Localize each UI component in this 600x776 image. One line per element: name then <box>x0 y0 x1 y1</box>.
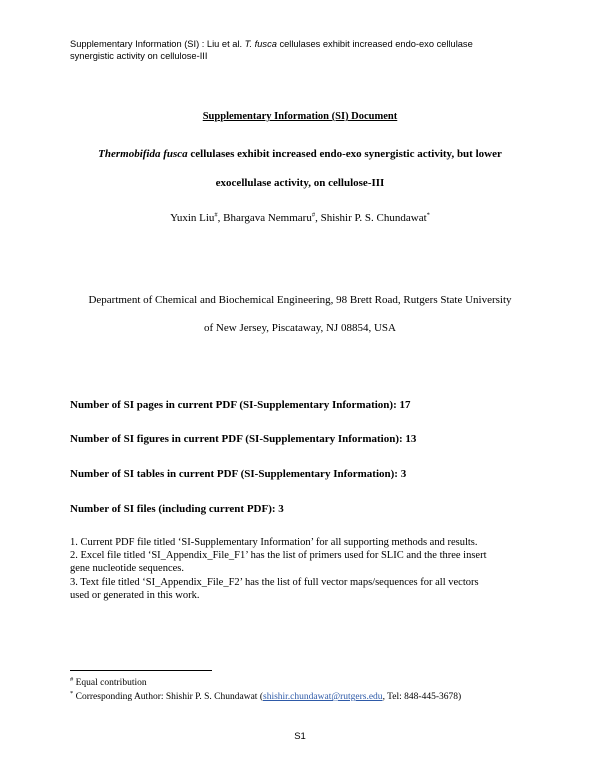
page-number: S1 <box>294 731 306 742</box>
file-list-item-cont: used or generated in this work. <box>70 590 200 601</box>
running-header-line1 <box>70 38 473 50</box>
paper-title-line1 <box>0 148 600 160</box>
si-figures-count: Number of SI figures in current PDF (SI-Supplementary Information): 13 <box>70 433 417 445</box>
paper-title-line2: exocellulase activity, on cellulose-III <box>215 177 385 189</box>
si-tables-count: Number of SI tables in current PDF (SI-Supplementary Information): 3 <box>70 468 407 480</box>
doc-title: Supplementary Information (SI) Document <box>202 111 398 122</box>
running-header-text-end: cellulases exhibit increased endo-exo cellulase <box>276 39 473 49</box>
paper-title-species: Thermobifida fusca <box>98 148 188 160</box>
footnote-corresponding-author: * Corresponding Author: Shishir P. S. Chundawat (shishir.chundawat@rutgers.edu, Tel: 848-445-3678) <box>70 689 462 702</box>
affiliation-line2: of New Jersey, Piscataway, NJ 08854, USA <box>204 322 396 334</box>
footnote-divider <box>70 670 212 671</box>
author: Shishir P. S. Chundawat* <box>320 211 430 224</box>
file-list-item: 3. Text file titled ‘SI_Appendix_File_F2’ has the list of full vector maps/sequences for all vectors <box>70 577 479 588</box>
affiliation-line1: Department of Chemical and Biochemical Engineering, 98 Brett Road, Rutgers State University <box>88 294 512 306</box>
author: Bhargava Nemmaru#, <box>223 211 321 224</box>
running-header-text: Supplementary Information (SI) : Liu et al. <box>70 39 245 49</box>
paper-title-text: cellulases exhibit increased endo-exo synergistic activity, but lower <box>187 148 502 160</box>
file-list-item: 2. Excel file titled ‘SI_Appendix_File_F1’ has the list of primers used for SLIC and the three insert <box>70 550 487 561</box>
file-list-item: 1. Current PDF file titled ‘SI-Supplementary Information’ for all supporting methods and results. <box>70 537 478 548</box>
author-list <box>0 212 600 224</box>
author-email-link[interactable]: shishir.chundawat@rutgers.edu <box>263 692 383 702</box>
si-pages-count: Number of SI pages in current PDF (SI-Supplementary Information): 17 <box>70 399 411 411</box>
running-header-line2: synergistic activity on cellulose-III <box>70 51 208 61</box>
author: Yuxin Liu#, <box>170 211 224 224</box>
file-list-item-cont: gene nucleotide sequences. <box>70 563 184 574</box>
footnote-equal-contribution: # Equal contribution <box>70 675 147 688</box>
si-files-count: Number of SI files (including current PDF): 3 <box>70 503 284 515</box>
running-header-species: T. fusca <box>244 39 277 49</box>
